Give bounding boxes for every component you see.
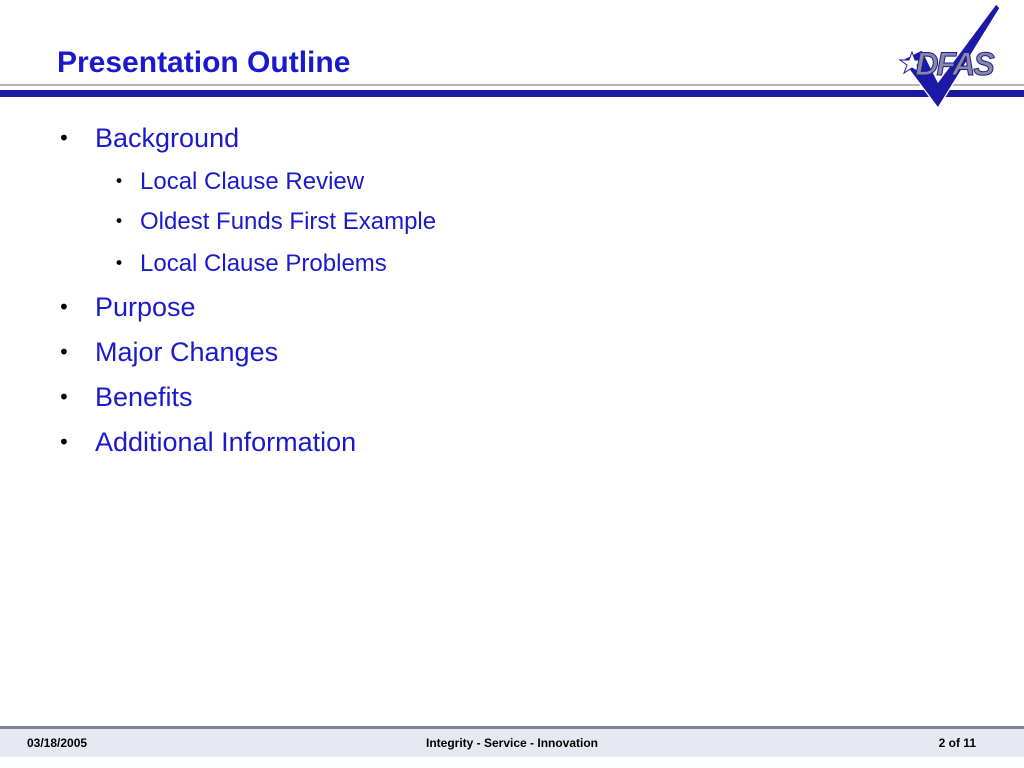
outline-item-text: Benefits bbox=[95, 382, 193, 412]
bullet-dot-icon: • bbox=[58, 430, 70, 454]
bullet-dot-icon: • bbox=[58, 126, 70, 150]
bullet-dot-icon: • bbox=[58, 385, 70, 409]
outline-item-text: Oldest Funds First Example bbox=[140, 208, 437, 235]
footer-date: 03/18/2005 bbox=[27, 736, 88, 750]
slide-footer bbox=[0, 729, 1024, 757]
outline-item-text: Local Clause Problems bbox=[140, 250, 387, 277]
outline-item-text: Major Changes bbox=[95, 337, 279, 367]
logo-wordmark: DFAS bbox=[915, 46, 993, 82]
bullet-dot-icon: • bbox=[58, 340, 70, 364]
footer-motto: Integrity - Service - Innovation bbox=[425, 736, 599, 750]
bullet-dot-icon: • bbox=[58, 295, 70, 319]
footer-page-number: 2 of 11 bbox=[938, 736, 976, 750]
outline-item-text: Additional Information bbox=[95, 427, 357, 457]
outline-item-text: Purpose bbox=[95, 292, 196, 322]
bullet-dot-icon: • bbox=[114, 172, 125, 192]
slide-title: Presentation Outline bbox=[57, 46, 351, 79]
outline-item-text: Local Clause Review bbox=[140, 168, 365, 195]
bullet-dot-icon: • bbox=[114, 212, 125, 232]
bullet-dot-icon: • bbox=[114, 254, 125, 274]
outline-item-text: Background bbox=[95, 123, 240, 153]
